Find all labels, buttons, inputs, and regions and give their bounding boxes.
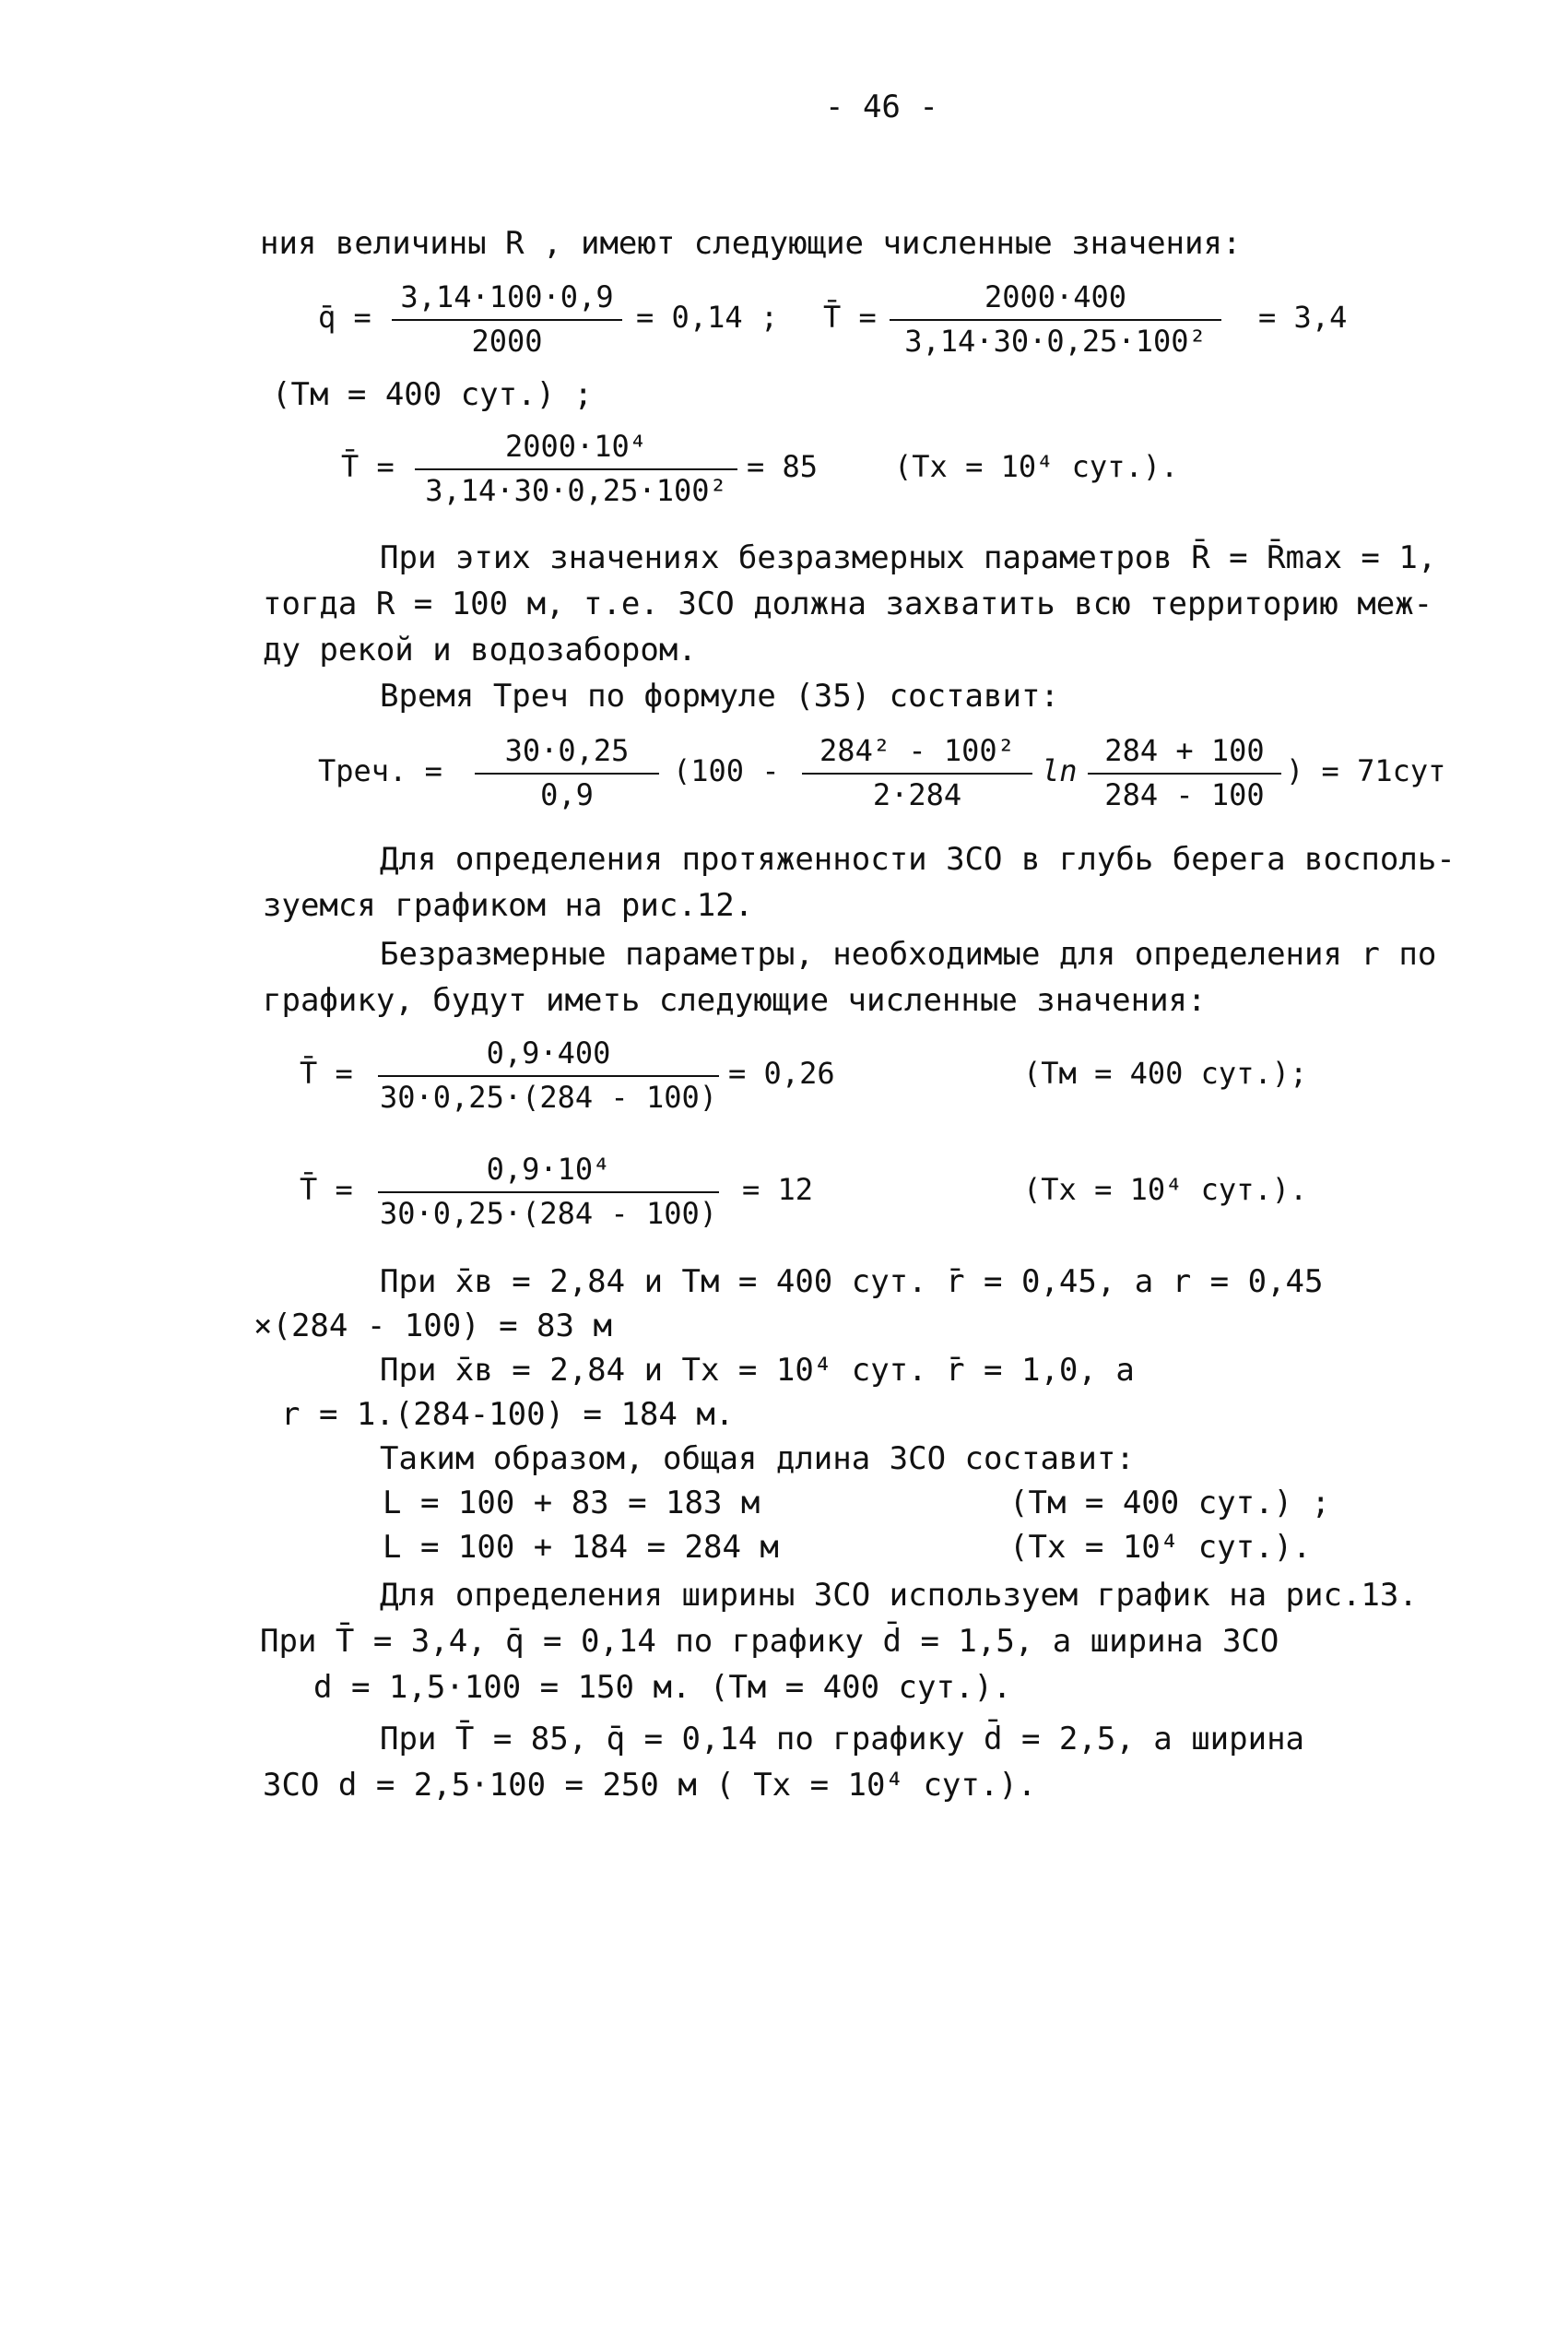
eq1-q-result: = 0,14 ; — [636, 300, 779, 335]
treq-f1-numerator: 30·0,25 — [504, 733, 630, 768]
eq4-result: = 12 — [742, 1172, 814, 1207]
treq-f2-numerator: 284² - 100² — [819, 733, 1015, 768]
treq-open: (100 - — [673, 753, 780, 788]
treq-ln: ln — [1042, 753, 1078, 788]
page-number: - 46 - — [825, 89, 938, 125]
eq1-q-fraction-bar — [392, 319, 622, 321]
calc-line-1: При x̄в = 2,84 и Tм = 400 сут. r̄ = 0,45, а r = 0,45 — [380, 1263, 1324, 1300]
para4-line-1: Безразмерные параметры, необходимые для определения r по — [380, 936, 1437, 973]
eq4-lhs: T̄ = — [300, 1172, 353, 1207]
treq-f3-denominator: 284 - 100 — [1104, 777, 1265, 812]
eq3-numerator: 0,9·400 — [486, 1035, 611, 1071]
eq3-condition: (Tм = 400 сут.); — [1023, 1056, 1308, 1091]
eq2-result: = 85 — [747, 449, 819, 484]
para3-line-2: зуемся графиком на рис.12. — [263, 887, 754, 924]
eq1-T-result: = 3,4 — [1258, 300, 1348, 335]
eq4-fraction-bar — [378, 1191, 719, 1193]
length-line-1-condition: (Tм = 400 сут.) ; — [1009, 1485, 1330, 1521]
final-line-2: При T̄ = 3,4, q̄ = 0,14 по графику d̄ = 1,5, а ширина ЗСО — [260, 1623, 1279, 1660]
eq1-condition: (Tм = 400 сут.) ; — [272, 376, 593, 413]
para1-line-1: При этих значениях безразмерных параметров R̄ = R̄max = 1, — [380, 539, 1437, 576]
calc-line-4: r = 1.(284-100) = 184 м. — [281, 1396, 735, 1433]
eq1-q-numerator: 3,14·100·0,9 — [400, 279, 614, 314]
calc-line-5: Таким образом, общая длина ЗСО составит: — [380, 1440, 1135, 1477]
treq-f2-denominator: 2·284 — [872, 777, 962, 812]
final-line-5: ЗСО d = 2,5·100 = 250 м ( Tх = 10⁴ сут.). — [263, 1767, 1037, 1804]
treq-f1-denominator: 0,9 — [540, 777, 594, 812]
length-line-2-condition: (Tх = 10⁴ сут.). — [1009, 1529, 1312, 1566]
eq3-result: = 0,26 — [728, 1056, 835, 1091]
para1-line-2: тогда R = 100 м, т.е. ЗСО должна захватить всю территорию меж- — [263, 586, 1433, 622]
eq4-numerator: 0,9·10⁴ — [486, 1152, 611, 1187]
treq-result: ) = 71сут — [1286, 753, 1446, 788]
eq2-fraction-bar — [415, 468, 737, 470]
eq1-T-numerator: 2000·400 — [984, 279, 1127, 314]
eq4-denominator: 30·0,25·(284 - 100) — [379, 1196, 718, 1231]
intro-line: ния величины R , имеют следующие численные значения: — [260, 225, 1242, 262]
para3-line-1: Для определения протяженности ЗСО в глубь берега восполь- — [380, 841, 1456, 878]
eq1-q-lhs: q̄ = — [318, 300, 371, 335]
para4-line-2: графику, будут иметь следующие численные значения: — [263, 982, 1207, 1019]
length-line-2: L = 100 + 184 = 284 м — [383, 1529, 779, 1566]
eq2-lhs: T̄ = — [341, 449, 395, 484]
final-line-3: d = 1,5·100 = 150 м. (Tм = 400 сут.). — [313, 1669, 1012, 1706]
eq2-numerator: 2000·10⁴ — [504, 429, 648, 464]
eq2-denominator: 3,14·30·0,25·100² — [425, 473, 727, 508]
final-line-1: Для определения ширины ЗСО используем график на рис.13. — [380, 1577, 1418, 1614]
eq3-denominator: 30·0,25·(284 - 100) — [379, 1080, 718, 1115]
treq-f3-numerator: 284 + 100 — [1104, 733, 1265, 768]
eq1-T-lhs: T̄ = — [823, 300, 877, 335]
treq-f1-fraction-bar — [475, 773, 659, 775]
eq2-condition: (Tх = 10⁴ сут.). — [894, 449, 1179, 484]
eq1-T-denominator: 3,14·30·0,25·100² — [904, 324, 1207, 359]
length-line-1: L = 100 + 83 = 183 м — [383, 1485, 760, 1521]
eq3-lhs: T̄ = — [300, 1056, 353, 1091]
final-line-4: При T̄ = 85, q̄ = 0,14 по графику d̄ = 2,5, а ширина — [380, 1721, 1305, 1757]
para2: Время Tреч по формуле (35) составит: — [380, 678, 1059, 715]
eq3-fraction-bar — [378, 1075, 719, 1077]
treq-lhs: Tреч. = — [318, 753, 442, 788]
para1-line-3: ду рекой и водозабором. — [263, 632, 697, 669]
calc-line-2: ×(284 - 100) = 83 м — [253, 1307, 612, 1344]
treq-f3-fraction-bar — [1088, 773, 1281, 775]
eq1-q-denominator: 2000 — [471, 324, 543, 359]
treq-f2-fraction-bar — [802, 773, 1032, 775]
calc-line-3: При x̄в = 2,84 и Tх = 10⁴ сут. r̄ = 1,0, а — [380, 1352, 1135, 1389]
eq1-T-fraction-bar — [890, 319, 1221, 321]
eq4-condition: (Tх = 10⁴ сут.). — [1023, 1172, 1308, 1207]
